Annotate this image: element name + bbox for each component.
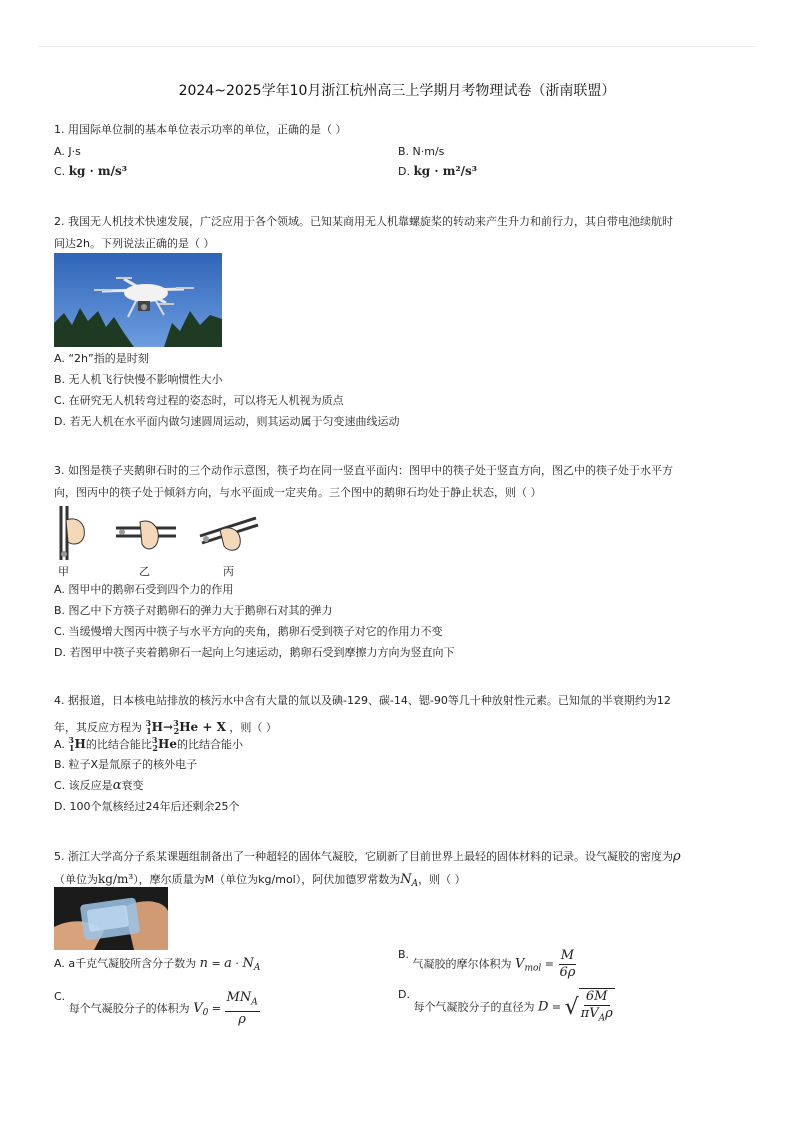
page-title: 2024~2025学年10月浙江杭州高三上学期月考物理试卷（浙南联盟） <box>178 83 616 99</box>
question-5-stem: 5. 浙江大学高分子系某课题组制备出了一种超轻的固体气凝胶，它刷新了目前世界上最轻的固体材料的记录。设气凝胶的密度为ρ （单位为kg/m³），摩尔质量为M（单位为kg/mol），阿伏加德罗常数为$N_A$，则（ ） <box>54 849 681 890</box>
q4-option-a: A. $^3_1$H的比结合能比$^3_2$He的比结合能小 <box>54 735 243 754</box>
q1-option-c-formula: kg · m/s³ <box>68 164 128 178</box>
q5-option-b: B. 气凝胶的摩尔体积为 $V_{mol}$ = $\frac{M}{6\rho}$ <box>398 948 576 980</box>
q4-reaction-equation: $^3_1$H→$^3_2$He + X <box>145 718 226 737</box>
q3-option-d: D. 若图甲中筷子夹着鹅卵石一起向上匀速运动，鹅卵石受到摩擦力方向为竖直向下 <box>54 646 455 659</box>
q5-option-a: A. a千克气凝胶所含分子数为 $n = a \cdot N_A$ <box>54 956 261 974</box>
q3-option-b: B. 图乙中下方筷子对鹅卵石的弹力大于鹅卵石对其的弹力 <box>54 604 333 617</box>
aerogel-photo <box>54 887 168 950</box>
fig-label-bing: 丙 <box>223 565 234 578</box>
q2-option-d: D. 若无人机在水平面内做匀速圆周运动，则其运动属于匀变速曲线运动 <box>54 415 400 428</box>
question-3-stem: 3. 如图是筷子夹鹅卵石时的三个动作示意图，筷子均在同一竖直平面内：图甲中的筷子处于竖直方向，图乙中的筷子处于水平方 向，图丙中的筷子处于倾斜方向，与水平面成一定夹角。三个图中的鹅卵石均处于静止状态，则（ ） <box>54 464 673 499</box>
q4-option-b: B. 粒子X是氚原子的核外电子 <box>54 758 198 771</box>
q3-option-a: A. 图甲中的鹅卵石受到四个力的作用 <box>54 583 234 596</box>
top-divider <box>38 46 756 47</box>
q1-option-b: B. N·m/s <box>398 145 445 158</box>
q4-option-c: C. 该反应是α衰变 <box>54 778 144 793</box>
q1-option-c: C. kg · m/s³ <box>54 164 128 178</box>
question-4-stem: 4. 据报道，日本核电站排放的核污水中含有大量的氚以及碘-129、碳-14、锶-90等几十种放射性元素。已知氚的半衰期约为12 年，其反应方程为 $^3_1$H→$^3_2$He + X ，则（ ） <box>54 694 671 737</box>
q1-option-a: A. J·s <box>54 145 81 158</box>
q2-option-c: C. 在研究无人机转弯过程的姿态时，可以将无人机视为质点 <box>54 394 344 407</box>
q1-option-d-formula: kg · m²/s³ <box>413 164 478 178</box>
q5-option-d: D. 每个气凝胶分子的直径为 D = √ $\frac{6M}{\pi V_A\rho}$ <box>398 988 615 1027</box>
question-1-stem: 1. 用国际单位制的基本单位表示功率的单位，正确的是（ ） <box>54 123 347 136</box>
chopsticks-figure <box>52 506 262 564</box>
q2-option-b: B. 无人机飞行快慢不影响惯性大小 <box>54 373 223 386</box>
q2-option-a: A. “2h”指的是时刻 <box>54 352 149 365</box>
question-2-stem: 2. 我国无人机技术快速发展，广泛应用于各个领域。已知某商用无人机靠螺旋桨的转动来产生升力和前行力，其自带电池续航时 间达2h。下列说法正确的是（ ） <box>54 215 673 250</box>
q4-option-d: D. 100个氚核经过24年后还剩余25个 <box>54 800 240 813</box>
fig-label-yi: 乙 <box>139 565 150 578</box>
q3-option-c: C. 当缓慢增大图丙中筷子与水平方向的夹角，鹅卵石受到筷子对它的作用力不变 <box>54 625 443 638</box>
fig-label-jia: 甲 <box>58 565 69 578</box>
q5-option-c: C. 每个气凝胶分子的体积为 $V_0$ = $\frac{MN_A}{\rho}$ <box>54 990 258 1027</box>
drone-photo <box>54 253 222 347</box>
q1-option-d: D. kg · m²/s³ <box>398 164 478 178</box>
